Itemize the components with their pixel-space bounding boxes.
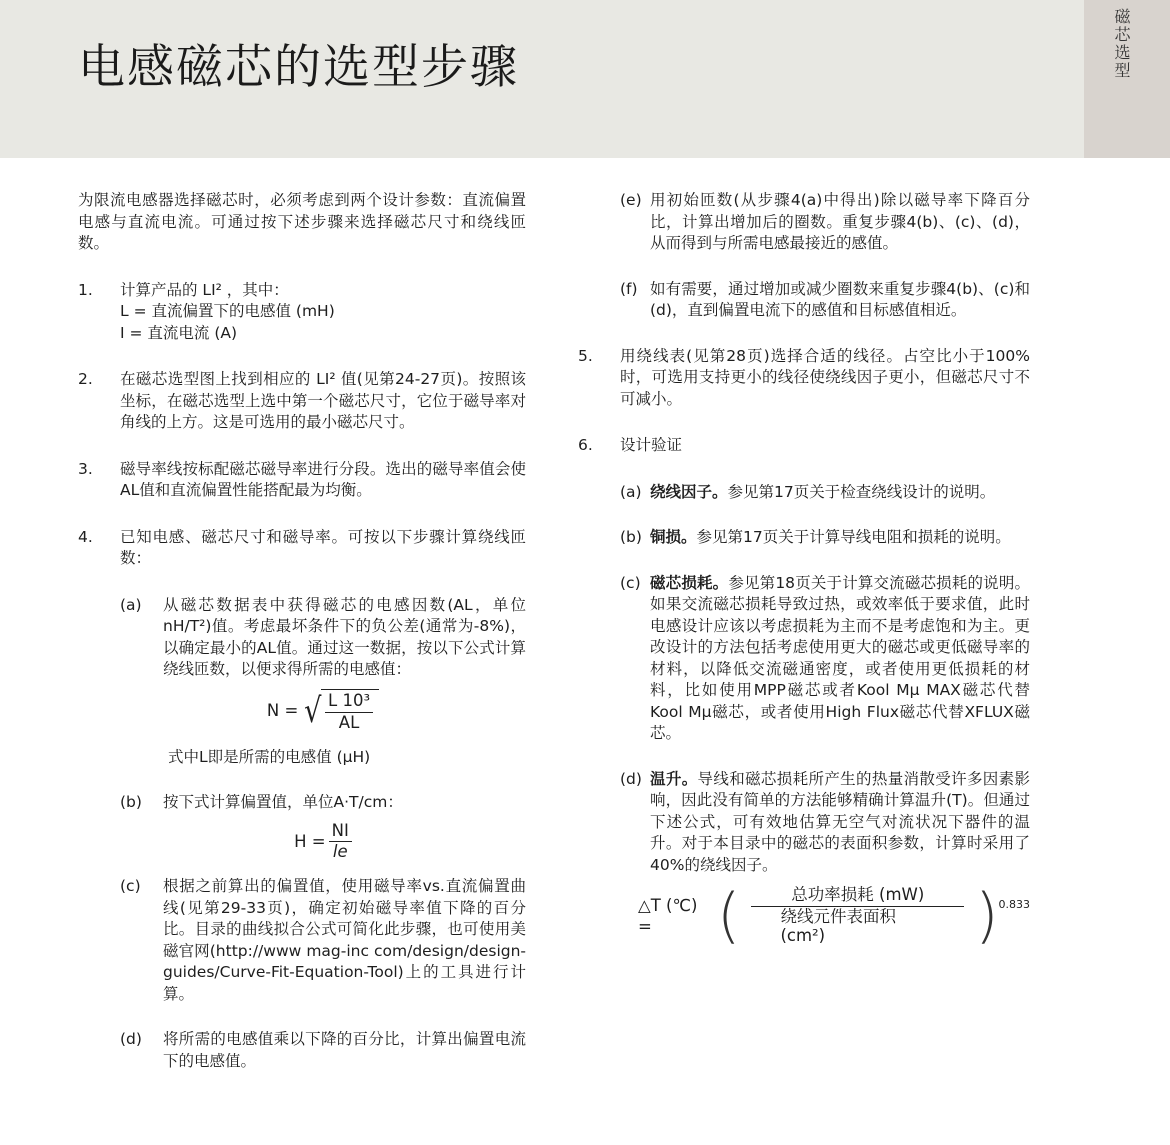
- step-4: [78, 527, 526, 570]
- step-4-continued: [578, 190, 1030, 322]
- formula-temperature-rise: [578, 881, 1030, 951]
- step-6b-text: 参见第17页关于计算导线电阻和损耗的说明。: [696, 528, 1011, 546]
- step-6-substeps: [578, 482, 1030, 877]
- step-4a: [120, 595, 526, 681]
- step-4f: [620, 279, 1030, 322]
- step-6d: [620, 769, 1030, 877]
- radical-sign-icon: √: [304, 690, 322, 731]
- fraction-numerator: L 10³: [325, 692, 373, 713]
- substep-label: (d): [120, 1030, 142, 1049]
- fraction-numerator: 总功率损耗 (mW): [751, 886, 964, 907]
- formula-turns: [120, 689, 526, 733]
- step-4f-text: 如有需要，通过增加或减少圈数来重复步骤4(b)、(c)和(d)，直到偏置电流下的感值和目标感值相近。: [650, 279, 1030, 319]
- step-6a-text: 参见第17页关于检查绕线设计的说明。: [727, 482, 996, 501]
- side-tab-label: 磁芯选型: [1112, 8, 1131, 80]
- substep-label: (e): [620, 191, 642, 209]
- right-paren-icon: ): [975, 881, 999, 951]
- substep-label: (b): [120, 793, 142, 811]
- step-number: 4.: [78, 527, 93, 546]
- step-6d-text: 导线和磁芯损耗所产生的热量消散受许多因素影响，因此没有简单的方法能够精确计算温升(T)。但通过下述公式，可有效地估算无空气对流状况下器件的温升。对于本目录中的磁芯的表面积参数，计算时采用了40%的绕线因子。: [650, 769, 1030, 874]
- substep-label: (c): [620, 573, 641, 592]
- fraction: [329, 822, 352, 863]
- step-4d: [120, 1029, 526, 1072]
- right-column: [578, 190, 1030, 960]
- step-1-line-3: I = 直流电流 (A): [120, 323, 238, 342]
- square-root: [302, 689, 379, 733]
- fraction: [325, 692, 373, 733]
- step-4b: [120, 792, 526, 814]
- substep-label: (c): [120, 877, 141, 896]
- substep-label: (a): [120, 595, 142, 614]
- step-number: 5.: [578, 346, 593, 365]
- fraction-numerator: NI: [329, 822, 352, 843]
- step-1-line-2: L = 直流偏置下的电感值 (mH): [120, 302, 335, 320]
- step-4e: [620, 190, 1030, 255]
- step-2: [78, 369, 526, 434]
- formula-lhs: △T (℃) =: [638, 895, 698, 936]
- step-4a-text: 从磁芯数据表中获得磁芯的电感因数(AL，单位nH/T²)值。考虑最坏条件下的负公差(通常为-8%)，以确定最小的AL值。通过这一数据，按以下公式计算绕线匝数，以便求得所需的电感值：: [163, 595, 526, 678]
- formula-lhs: H =: [294, 832, 326, 852]
- step-number: 3.: [78, 459, 93, 478]
- left-column: [78, 190, 526, 1096]
- step-4c-text: 根据之前算出的偏置值，使用磁导率vs.直流偏置曲线(见第29-33页)，确定初始磁导率值下降的百分比。目录的曲线拟合公式可简化此步骤，也可使用美磁官网(http://www mag-inc com/design/design-guides/Curve-Fit-Equation-Tool)上的工具进行计算。: [163, 877, 526, 1003]
- step-1-line-1: 计算产品的 LI² ，其中：: [120, 280, 289, 299]
- step-6c: [620, 573, 1030, 745]
- step-number: 6.: [578, 436, 593, 454]
- intro-paragraph: 为限流电感器选择磁芯时，必须考虑到两个设计参数：直流偏置电感与直流电流。可通过按下述步骤来选择磁芯尺寸和绕线匝数。: [78, 191, 526, 252]
- substep-lead: 绕线因子。: [650, 482, 728, 501]
- step-4c: [120, 876, 526, 1005]
- step-6-text: 设计验证: [620, 436, 683, 454]
- step-4-text: 已知电感、磁芯尺寸和磁导率。可按以下步骤计算绕线匝数：: [120, 527, 526, 567]
- fraction: [740, 886, 975, 946]
- substep-label: (a): [620, 482, 642, 501]
- step-4-substeps: [78, 595, 526, 1073]
- step-4b-text: 按下式计算偏置值，单位A·T/cm：: [163, 793, 403, 811]
- step-3-text: 磁导率线按标配磁芯磁导率进行分段。选出的磁导率值会使AL值和直流偏置性能搭配最为均衡。: [120, 459, 526, 499]
- step-6: [578, 435, 1030, 457]
- substep-lead: 磁芯损耗。: [650, 573, 729, 592]
- step-6c-text: 参见第18页关于计算交流磁芯损耗的说明。如果交流磁芯损耗导致过热，或效率低于要求值，此时电感设计应该以考虑损耗为主而不是考虑饱和为主。更改设计的方法包括考虑使用更大的磁芯或更低磁导率的材料，以降低交流磁通密度，或者使用更低损耗的材料，比如使用MPP磁芯或者Kool Mμ MAX磁芯代替Kool Mμ磁芯，或者使用High Flux磁芯代替XFLUX磁芯。: [650, 573, 1030, 742]
- substep-lead: 温升。: [650, 769, 698, 788]
- fraction-denominator: 绕线元件表面积 (cm²): [780, 907, 896, 945]
- step-6a: [620, 482, 1030, 504]
- step-number: 2.: [78, 370, 93, 388]
- formula-lhs: N =: [266, 700, 299, 720]
- step-4d-text: 将所需的电感值乘以下降的百分比，计算出偏置电流下的电感值。: [163, 1030, 526, 1070]
- step-6b: [620, 527, 1030, 549]
- left-paren-icon: (: [717, 881, 741, 951]
- formula-bias: [120, 822, 526, 863]
- substep-label: (b): [620, 528, 642, 546]
- step-5: [578, 346, 1030, 411]
- formula-note: 式中L即是所需的电感值 (μH): [168, 747, 371, 766]
- step-number: 1.: [78, 280, 93, 299]
- step-5-text: 用绕线表(见第28页)选择合适的线径。占空比小于100%时，可选用支持更小的线径使绕线因子更小，但磁芯尺寸不可减小。: [620, 346, 1030, 408]
- substep-label: (d): [620, 769, 642, 788]
- fraction-denominator: AL: [338, 712, 360, 732]
- step-2-text: 在磁芯选型图上找到相应的 LI² 值(见第24-27页)。按照该坐标，在磁芯选型上选中第一个磁芯尺寸，它位于磁导率对角线的上方。这是可选用的最小磁芯尺寸。: [120, 370, 526, 431]
- step-3: [78, 459, 526, 502]
- step-4e-text: 用初始匝数(从步骤4(a)中得出)除以磁导率下降百分比，计算出增加后的圈数。重复步骤4(b)、(c)、(d)，从而得到与所需电感最接近的感值。: [650, 191, 1030, 252]
- step-1: [78, 280, 526, 345]
- fraction-denominator: le: [332, 842, 348, 862]
- substep-lead: 铜损。: [650, 528, 697, 546]
- header-band: [0, 0, 1084, 158]
- page-title: 电感磁芯的选型步骤: [78, 40, 519, 95]
- formula-exponent: 0.833: [998, 898, 1030, 911]
- substep-label: (f): [620, 279, 638, 298]
